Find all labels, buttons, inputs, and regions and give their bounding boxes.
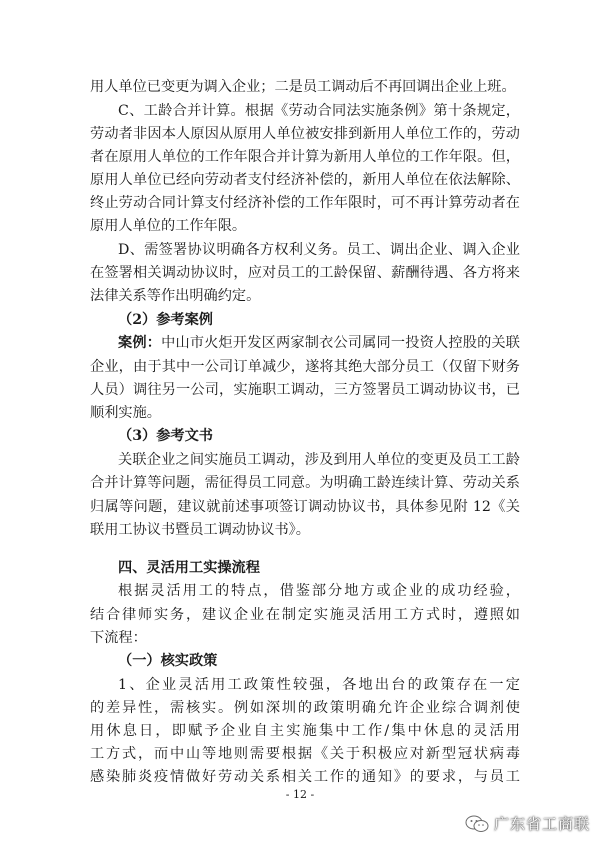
text-line: 法律关系等作出明确约定。: [90, 288, 261, 304]
watermark-text: 广东省工商联: [493, 815, 590, 833]
text-line: 合并计算等问题，需征得员工同意。为明确工龄连续计算、劳动关系: [90, 475, 520, 491]
text-line: 关联企业之间实施员工调动，涉及到用人单位的变更及员工工龄: [118, 452, 520, 468]
text-line: 用人单位已变更为调入企业；二是员工调动后不再回调出企业上班。: [90, 79, 516, 95]
text-line: 劳动者非因本人原因从原用人单位被安排到新用人单位工作的，劳动: [90, 126, 520, 142]
text-line: 原用人单位的工作年限。: [90, 218, 247, 234]
watermark: [465, 813, 590, 834]
text-line: 在签署相关调动协议时，应对员工的工龄保留、薪酬待遇、各方将来: [90, 265, 520, 281]
section-heading: （2）参考案例: [118, 312, 213, 328]
chapter-heading: 四、灵活用工实操流程: [118, 560, 260, 576]
section-heading: （一）核实政策: [118, 653, 218, 669]
text-line: 工方式，而中山等地则需要根据《关于积极应对新型冠状病毒: [90, 746, 520, 762]
text-line: 原用人单位已经向劳动者支付经济补偿的，新用人单位在依法解除、: [90, 172, 520, 188]
section-heading: （3）参考文书: [118, 428, 213, 444]
case-text: 中山市火炬开发区两家制衣公司属同一投资人控股的关联: [161, 335, 520, 351]
text-line: 下流程：: [90, 630, 147, 646]
page-number: - 12 -: [285, 788, 315, 801]
text-line: 终止劳动合同计算支付经济补偿的工作年限时，可不再计算劳动者在: [90, 195, 520, 211]
text-line: 顺利实施。: [90, 405, 161, 421]
text-line: 企业，由于其中一公司订单减少，遂将其绝大部分员工（仅留下财务: [90, 359, 520, 375]
text-line: C、工龄合并计算。根据《劳动合同法实施条例》第十条规定，: [118, 103, 520, 119]
text-line: 者在原用人单位的工作年限合并计算为新用人单位的工作年限。但，: [90, 149, 520, 165]
text-line: [118, 333, 520, 355]
text-line: D、需签署协议明确各方权利义务。员工、调出企业、调入企业: [118, 242, 520, 258]
wechat-icon: [465, 815, 489, 833]
text-line: 用休息日，即赋予企业自主实施集中工作/集中休息的灵活用: [90, 723, 520, 739]
text-line: 联用工协议书暨员工调动协议书》。: [90, 522, 310, 538]
text-line: 感染肺炎疫情做好劳动关系相关工作的通知》的要求，与员工: [90, 769, 520, 785]
text-line: 归属等问题，建议就前述事项签订调动协议书，具体参见附 12《关: [90, 499, 520, 515]
text-line: 根据灵活用工的特点，借鉴部分地方或企业的成功经验，: [118, 583, 520, 599]
text-line: 1、企业灵活用工政策性较强，各地出台的政策存在一定: [118, 677, 520, 693]
case-label: 案例：: [118, 335, 162, 351]
text-line: 人员）调往另一公司，实施职工调动，三方签署员工调动协议书，已: [90, 382, 520, 398]
text-line: 结合律师实务，建议企业在制定实施灵活用工方式时，遵照如: [90, 607, 520, 623]
text-line: 的差异性，需核实。例如深圳的政策明确允许企业综合调剂使: [90, 700, 520, 716]
